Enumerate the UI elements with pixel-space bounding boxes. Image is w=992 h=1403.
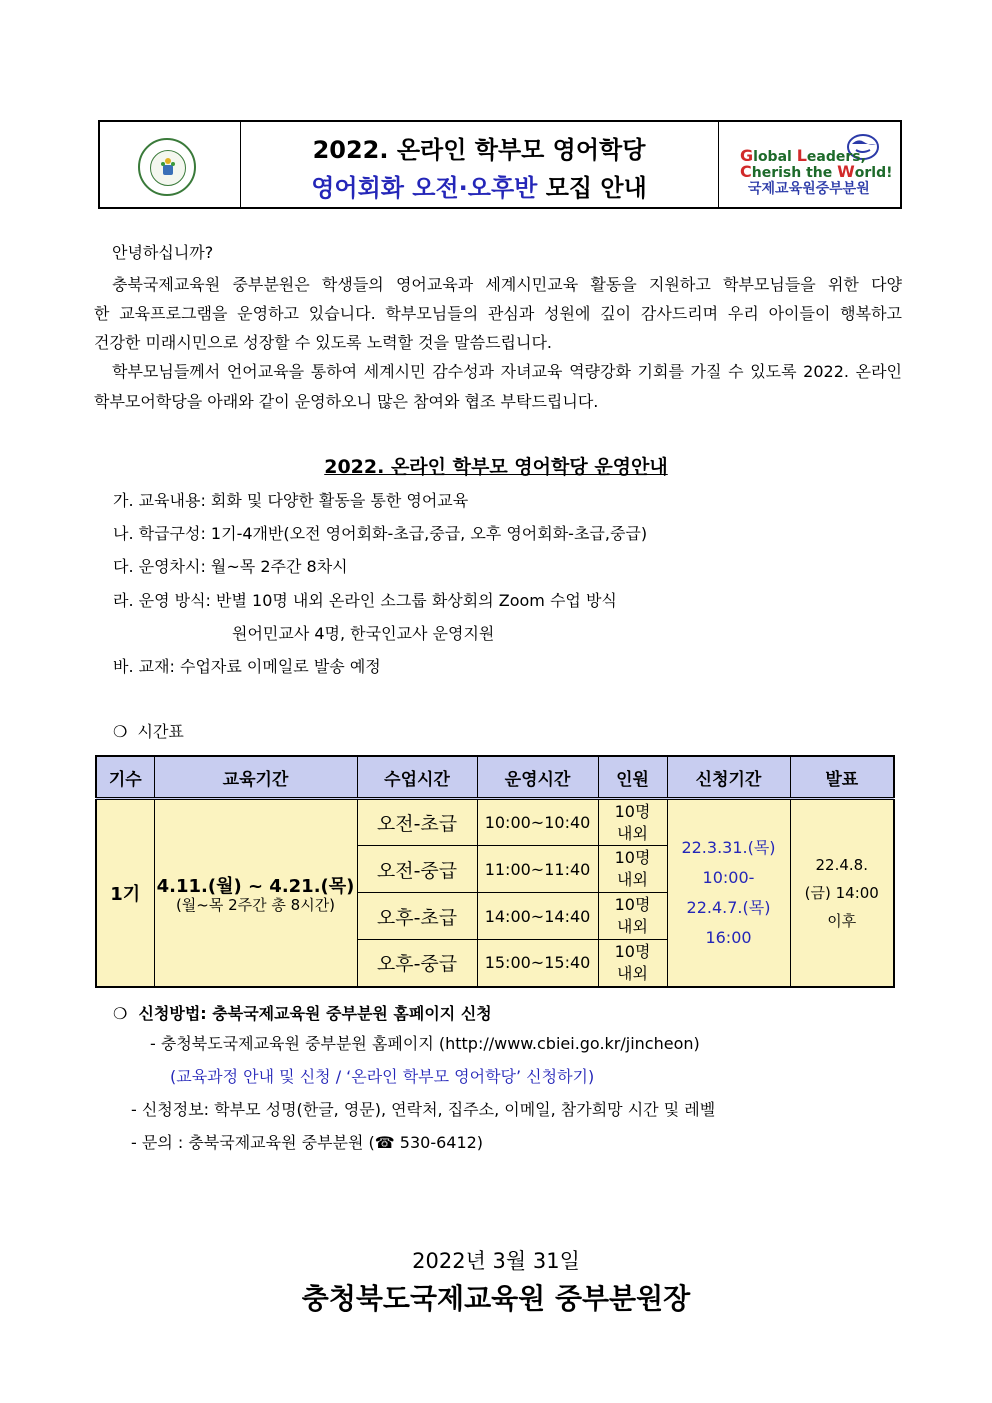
announce-cell: 22.4.8. (금) 14:00 이후 bbox=[790, 799, 894, 987]
page-title: 2022. 온라인 학부모 영어학당 bbox=[312, 136, 646, 164]
time-cell: 11:00~11:40 bbox=[477, 846, 598, 893]
apply-line-menu: (교육과정 안내 및 신청 / ‘온라인 학부모 영어학당’ 신청하기) bbox=[170, 1067, 595, 1086]
period-main: 4.11.(월) ~ 4.21.(목) bbox=[156, 876, 355, 898]
table-row bbox=[96, 799, 894, 846]
section-title: 2022. 온라인 학부모 영어학당 운영안내 bbox=[324, 456, 668, 478]
class-cell: 오후-초급 bbox=[357, 893, 477, 940]
list-item: 가. 교육내용: 회화 및 다양한 활동을 통한 영어교육 bbox=[113, 491, 469, 510]
greeting: 안녕하십니까? bbox=[112, 243, 214, 262]
class-cell: 오전-중급 bbox=[357, 846, 477, 893]
header-box bbox=[98, 120, 902, 209]
time-cell: 10:00~10:40 bbox=[477, 799, 598, 846]
apply-line-homepage: - 충청북도국제교육원 중부분원 홈페이지 (http://www.cbiei.go.kr/jincheon) bbox=[150, 1034, 700, 1053]
capacity-cell: 10명 내외 bbox=[598, 799, 667, 846]
period-cell bbox=[154, 799, 357, 987]
schedule-table bbox=[95, 755, 895, 988]
time-cell: 14:00~14:40 bbox=[477, 893, 598, 940]
header-apply: 신청기간 bbox=[667, 756, 790, 799]
emblem-logo-icon bbox=[138, 138, 196, 196]
intro-p1-line2: 한 교육프로그램을 운영하고 있습니다. 학부모님들의 관심과 성원에 깊이 감사드리며 우리 아이들이 행복하고 bbox=[94, 304, 902, 323]
bullet-icon: ❍ bbox=[113, 1004, 128, 1023]
slogan-line-1: Global Leaders, bbox=[740, 146, 866, 165]
intro-p2-line1: 학부모님들께서 언어교육을 통하여 세계시민 감수성과 자녀교육 역량강화 기회를 가질 수 있도록 2022. 온라인 bbox=[112, 362, 902, 381]
apply-line-contact: - 문의 : 충북국제교육원 중부분원 (☎ 530-6412) bbox=[131, 1133, 484, 1152]
header-announce: 발표 bbox=[790, 756, 894, 799]
emblem-cell bbox=[100, 122, 241, 207]
title-cell bbox=[240, 122, 719, 207]
capacity-cell: 10명 내외 bbox=[598, 940, 667, 987]
intro-p1-line3: 건강한 미래시민으로 성장할 수 있도록 노력할 것을 말씀드립니다. bbox=[94, 333, 553, 352]
footer-date: 2022년 3월 31일 bbox=[412, 1249, 580, 1273]
apply-line-info: - 신청정보: 학부모 성명(한글, 영문), 연락처, 집주소, 이메일, 참가희망 시간 및 레벨 bbox=[131, 1100, 716, 1119]
apply-title: ❍ 신청방법: 충북국제교육원 중부분원 홈페이지 신청 bbox=[113, 1004, 492, 1023]
class-cell: 오전-초급 bbox=[357, 799, 477, 846]
intro-p1-line1: 충북국제교육원 중부분원은 학생들의 영어교육과 세계시민교육 활동을 지원하고 학부모님들을 위한 다양 bbox=[112, 275, 902, 294]
schedule-label: ❍ 시간표 bbox=[113, 722, 184, 741]
list-item: 바. 교재: 수업자료 이메일로 발송 예정 bbox=[113, 657, 381, 676]
header-period: 교육기간 bbox=[154, 756, 357, 799]
subtitle-rest: 모집 안내 bbox=[537, 174, 647, 202]
footer-organization: 충청북도국제교육원 중부분원장 bbox=[301, 1282, 691, 1315]
capacity-cell: 10명 내외 bbox=[598, 846, 667, 893]
time-cell: 15:00~15:40 bbox=[477, 940, 598, 987]
intro-p2-line2: 학부모어학당을 아래와 같이 운영하오니 많은 참여와 협조 부탁드립니다. bbox=[94, 392, 599, 411]
bullet-icon: ❍ bbox=[113, 722, 128, 741]
term-cell: 1기 bbox=[96, 799, 154, 987]
apply-period-cell: 22.3.31.(목) 10:00- 22.4.7.(목) 16:00 bbox=[667, 799, 790, 987]
capacity-cell: 10명 내외 bbox=[598, 893, 667, 940]
list-item: 다. 운영차시: 월~목 2주간 8차시 bbox=[113, 557, 348, 576]
header-class: 수업시간 bbox=[357, 756, 477, 799]
slogan-cell bbox=[718, 122, 900, 207]
header-capacity: 인원 bbox=[598, 756, 667, 799]
subtitle-highlight: 영어회화 오전·오후반 bbox=[311, 174, 538, 202]
table-header-row bbox=[96, 756, 894, 799]
class-cell: 오후-중급 bbox=[357, 940, 477, 987]
list-item: 나. 학급구성: 1기-4개반(오전 영어회화-초급,중급, 오후 영어회화-초급,중급) bbox=[113, 524, 648, 543]
list-item: 원어민교사 4명, 한국인교사 운영지원 bbox=[232, 624, 495, 643]
header-term: 기수 bbox=[96, 756, 154, 799]
header-time: 운영시간 bbox=[477, 756, 598, 799]
slogan-korean: 국제교육원중부분원 bbox=[748, 181, 870, 197]
page-subtitle bbox=[240, 168, 718, 203]
slogan-line-2: Cherish the World! bbox=[740, 162, 893, 181]
list-item: 라. 운영 방식: 반별 10명 내외 온라인 소그룹 화상회의 Zoom 수업 방식 bbox=[113, 591, 617, 610]
period-sub: (월~목 2주간 총 8시간) bbox=[175, 896, 336, 915]
